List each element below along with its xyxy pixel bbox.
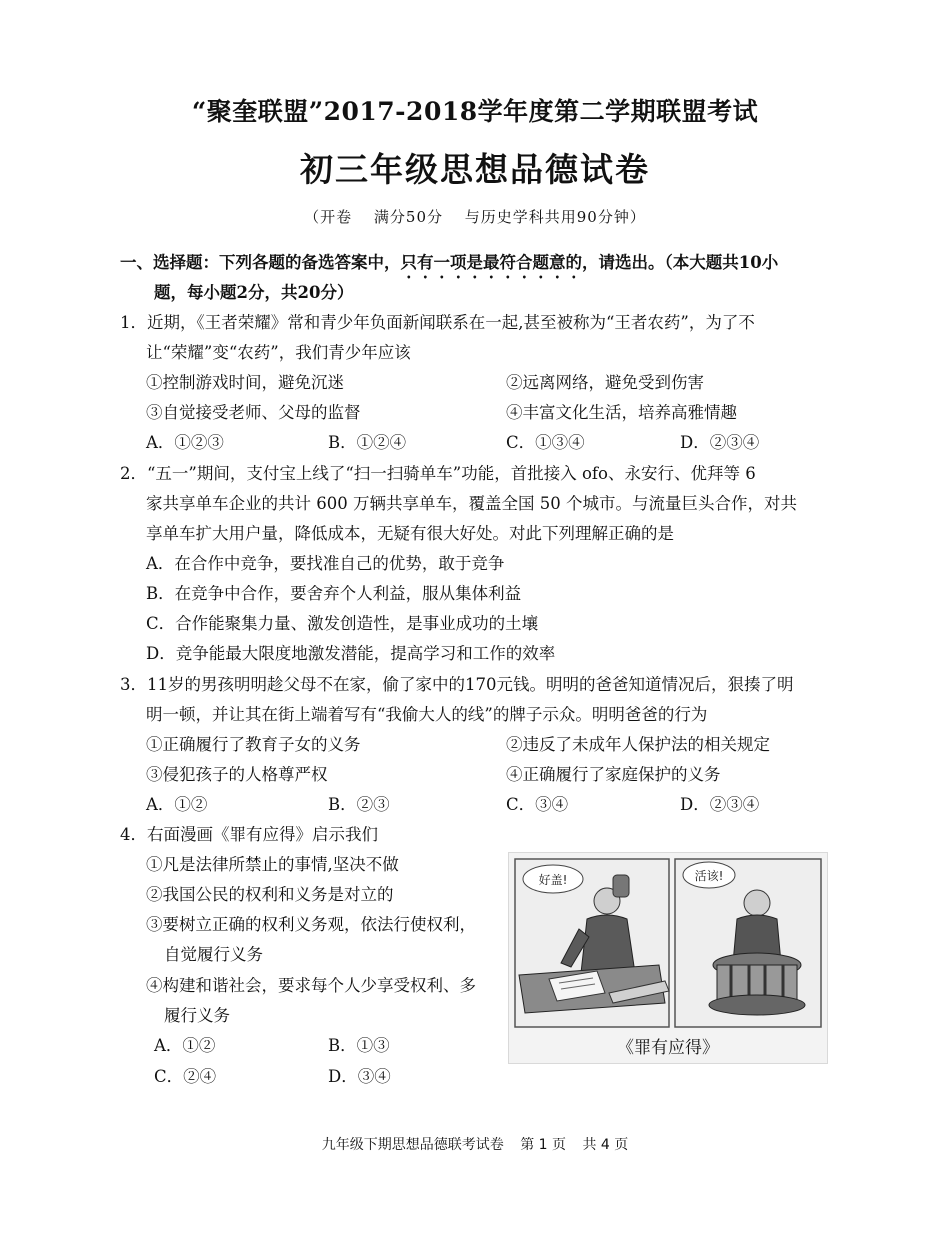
q3-option-c: C．③④ <box>506 795 569 814</box>
q1-option-d: D．②③④ <box>680 433 760 452</box>
comic-bubble-left-text: 好盖! <box>538 873 568 887</box>
q1-option-c: C．①③④ <box>506 433 585 452</box>
q2-stem-line3: 享单车扩大用户量，降低成本，无疑有很大好处。对此下列理解正确的是 <box>146 524 674 543</box>
q1-statement-3: ③自觉接受老师、父母的监督 <box>146 403 361 422</box>
q3-option-a: A．①② <box>146 795 208 814</box>
q1-stem-line1: 1．近期，《王者荣耀》常和青少年负面新闻联系在一起,甚至被称为“王者农药”，为了不 <box>120 313 755 332</box>
q3-statement-3: ③侵犯孩子的人格尊严权 <box>146 765 328 784</box>
q1-stem-line2: 让“荣耀”变“农药”，我们青少年应该 <box>146 343 411 362</box>
section-heading-line2: 题，每小题2分，共20分） <box>154 283 354 302</box>
footer-page-number: 第 1 页 <box>520 1137 566 1153</box>
q3-statement-4: ④正确履行了家庭保护的义务 <box>506 765 721 784</box>
q2-option-b: B．在竞争中合作，要舍弃个人利益，服从集体利益 <box>146 584 522 603</box>
q4-statement-3-cont: 自觉履行义务 <box>164 945 263 964</box>
exam-title: “聚奎联盟”2017-2018学年度第二学期联盟考试 <box>191 97 759 126</box>
q4-statement-2: ②我国公民的权利和义务是对立的 <box>146 885 394 904</box>
q4-statement-4-cont: 履行义务 <box>164 1006 230 1025</box>
q1-statement-4: ④丰富文化生活，培养高雅情趣 <box>506 403 737 422</box>
page-footer <box>0 1134 950 1154</box>
exam-subject-title: 初三年级思想品德试卷 <box>300 150 650 189</box>
footer-exam-name: 九年级下期思想品德联考试卷 <box>321 1137 504 1153</box>
q1-option-b: B．①②④ <box>328 433 407 452</box>
q2-option-d: D．竞争能最大限度地激发潜能，提高学习和工作的效率 <box>146 644 556 663</box>
q4-statement-4: ④构建和谐社会，要求每个人少享受权利、多 <box>146 976 476 995</box>
q1-statement-2: ②远离网络，避免受到伤害 <box>506 373 704 392</box>
q3-stem-line1: 3．11岁的男孩明明趁父母不在家，偷了家中的170元钱。明明的爸爸知道情况后，狠揍了明 <box>120 675 794 694</box>
section-heading-emphasis: 只有一项是最符合题意的 <box>400 253 582 272</box>
q3-statement-1: ①正确履行了教育子女的义务 <box>146 735 361 754</box>
section-heading-suffix: ，请选出。（本大题共10小 <box>582 253 779 272</box>
q2-option-c: C．合作能聚集力量、激发创造性，是事业成功的土壤 <box>146 614 539 633</box>
exam-info: （开卷 满分50分 与历史学科共用90分钟） <box>304 208 646 226</box>
q4-statement-3: ③要树立正确的权利义务观，依法行使权利， <box>146 915 476 934</box>
comic-bubble-right-text: 活该! <box>694 869 724 883</box>
comic-caption: 《罪有应得》 <box>617 1038 719 1058</box>
comic-drawing <box>509 853 827 1063</box>
q2-stem-line2: 家共享单车企业的共计 600 万辆共享单车，覆盖全国 50 个城市。与流量巨头合作，对共 <box>146 494 797 513</box>
q2-option-a: A．在合作中竞争，要找准自己的优势，敢于竞争 <box>146 554 505 573</box>
section-heading-prefix: 一、选择题：下列各题的备选答案中， <box>120 253 401 272</box>
q3-stem-line2: 明一顿，并让其在街上端着写有“我偷大人的线”的牌子示众。明明爸爸的行为 <box>146 705 708 724</box>
footer-total-pages: 共 4 页 <box>582 1137 629 1153</box>
q3-option-b: B．②③ <box>328 795 390 814</box>
q1-statement-1: ①控制游戏时间，避免沉迷 <box>146 373 344 392</box>
q4-statement-1: ①凡是法律所禁止的事情,坚决不做 <box>146 855 399 874</box>
q2-stem-line1: 2．“五一”期间，支付宝上线了“扫一扫骑单车”功能，首批接入 ofo、永安行、优拜等 6 <box>120 464 756 483</box>
q3-statement-2: ②违反了未成年人保护法的相关规定 <box>506 735 770 754</box>
q4-option-d: D．③④ <box>328 1067 391 1086</box>
q4-stem-line1: 4．右面漫画《罪有应得》启示我们 <box>120 825 378 844</box>
q4-option-b: B．①③ <box>328 1036 390 1055</box>
q4-option-c: C．②④ <box>154 1067 217 1086</box>
section-heading <box>120 252 778 282</box>
q4-option-a: A．①② <box>154 1036 216 1055</box>
q3-option-d: D．②③④ <box>680 795 760 814</box>
q1-option-a: A．①②③ <box>146 433 224 452</box>
comic-illustration <box>508 852 828 1064</box>
